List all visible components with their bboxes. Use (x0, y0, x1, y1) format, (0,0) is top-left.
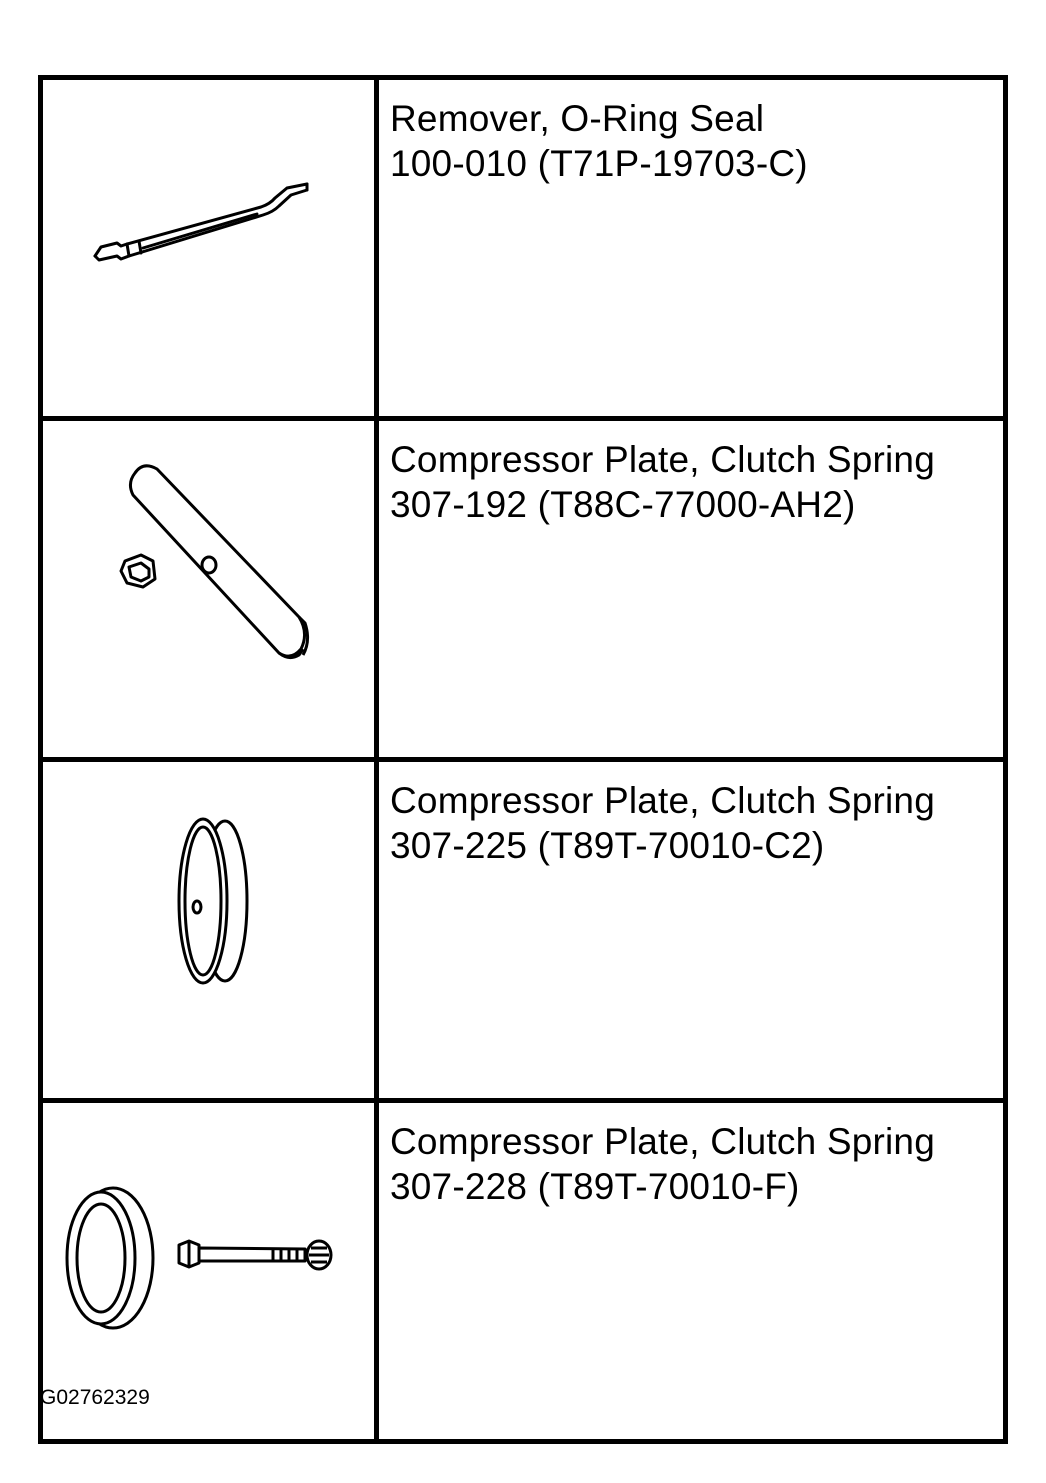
tool-row (41, 760, 1006, 1101)
tool-name: Compressor Plate, Clutch Spring (390, 780, 935, 821)
tool-illustration-cell (41, 419, 377, 760)
tool-number: 307-228 (T89T-70010-F) (390, 1166, 800, 1207)
special-tools-table (38, 75, 1008, 1444)
tool-row (41, 419, 1006, 760)
o-ring-seal-remover-icon (43, 80, 374, 400)
tool-number: 100-010 (T71P-19703-C) (390, 143, 808, 184)
tool-description-cell (377, 78, 1006, 419)
tool-name: Compressor Plate, Clutch Spring (390, 1121, 935, 1162)
clutch-spring-compressor-disc-icon (43, 762, 374, 1082)
clutch-spring-compressor-bar-icon (43, 421, 374, 741)
tool-illustration-cell (41, 78, 377, 419)
tool-illustration-cell (41, 760, 377, 1101)
tool-description-cell (377, 419, 1006, 760)
tool-number: 307-225 (T89T-70010-C2) (390, 825, 825, 866)
tool-row (41, 1101, 1006, 1442)
figure-id: G02762329 (40, 1386, 150, 1409)
tool-number: 307-192 (T88C-77000-AH2) (390, 484, 856, 525)
tool-description-cell (377, 1101, 1006, 1442)
tool-name: Remover, O-Ring Seal (390, 98, 765, 139)
tool-row (41, 78, 1006, 419)
clutch-spring-compressor-ring-bolt-icon (43, 1103, 374, 1423)
tool-description-cell (377, 760, 1006, 1101)
tool-name: Compressor Plate, Clutch Spring (390, 439, 935, 480)
